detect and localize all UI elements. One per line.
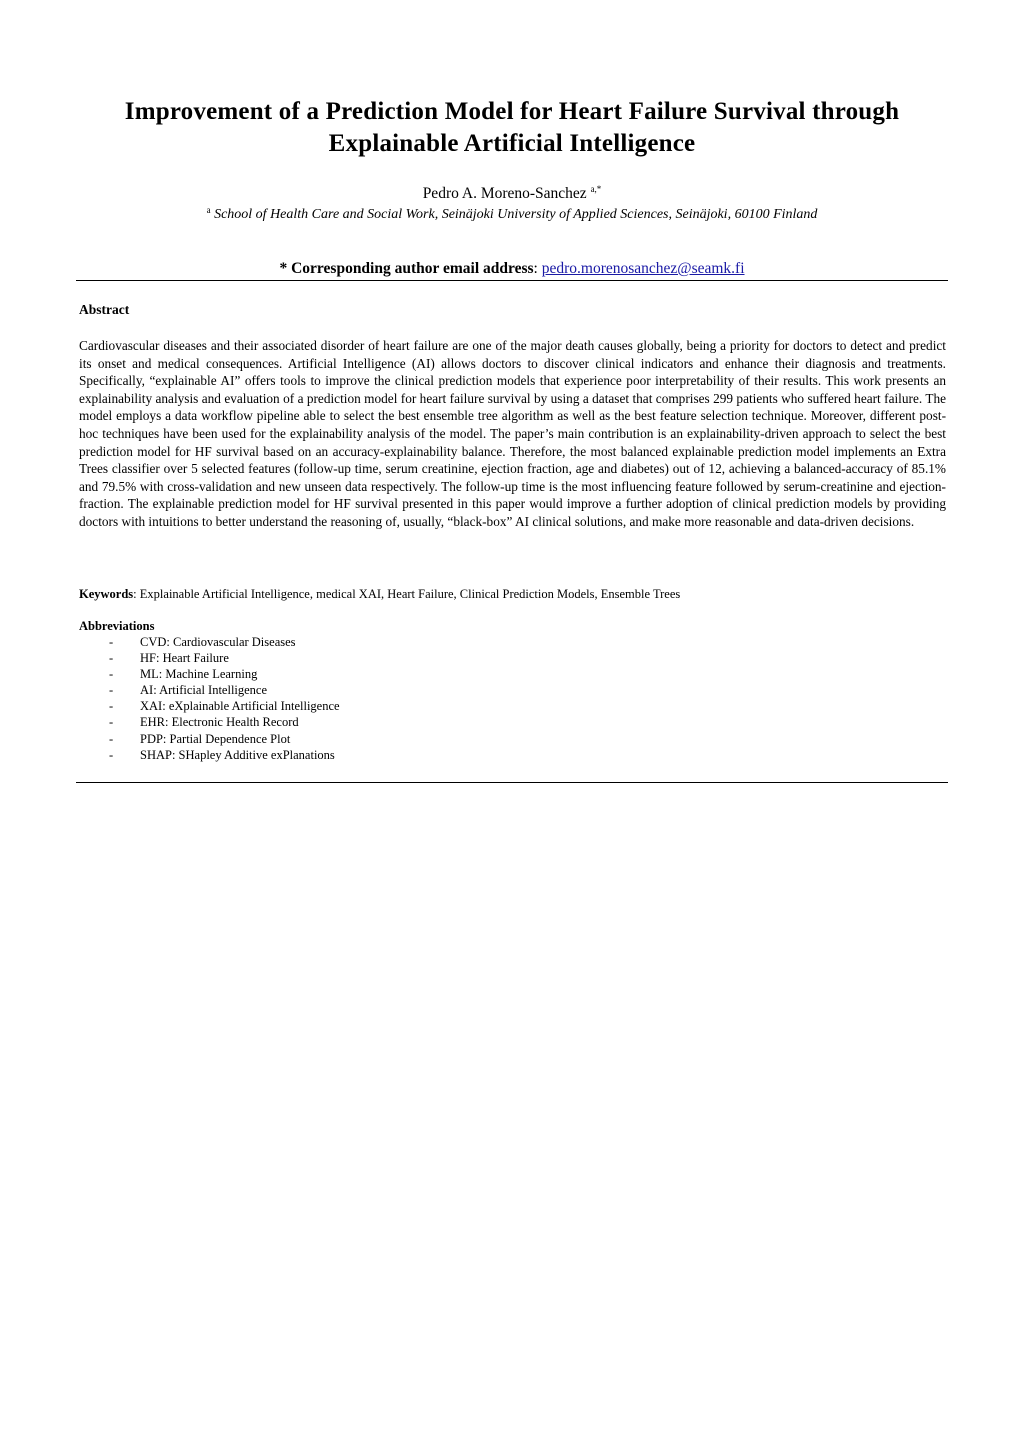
list-item (79, 650, 340, 666)
affiliation-superscript: a (206, 205, 211, 215)
abbreviation-text: AI: Artificial Intelligence (140, 683, 268, 698)
list-item (79, 698, 340, 714)
corresponding-email-link[interactable]: pedro.morenosanchez@seamk.fi (541, 260, 745, 277)
list-dash: - (109, 683, 114, 698)
abbreviation-text: XAI: eXplainable Artificial Intelligence (140, 699, 340, 714)
list-dash: - (109, 731, 114, 746)
keywords-text: Explainable Artificial Intelligence, medical XAI, Heart Failure, Clinical Prediction Models, Ensemble Trees (139, 587, 681, 601)
author-superscript: a,* (590, 184, 602, 194)
list-item (79, 682, 340, 698)
title-line-1: Improvement of a Prediction Model for Heart Failure Survival through (124, 98, 900, 125)
list-item (79, 666, 340, 682)
affiliation-line (0, 201, 1024, 224)
bottom-divider (76, 782, 948, 783)
list-dash: - (109, 667, 114, 682)
abbreviation-text: EHR: Electronic Health Record (140, 715, 299, 730)
list-dash: - (109, 651, 114, 666)
abbreviation-text: ML: Machine Learning (140, 667, 258, 682)
title-line-2: Explainable Artificial Intelligence (328, 130, 696, 157)
paper-title (60, 96, 964, 160)
list-dash: - (109, 699, 114, 714)
corresponding-separator: : (533, 260, 538, 277)
top-divider (76, 280, 948, 281)
corresponding-author (0, 259, 1024, 279)
list-dash: - (109, 747, 114, 762)
abbreviation-text: PDP: Partial Dependence Plot (140, 731, 291, 746)
abbreviation-text: HF: Heart Failure (140, 651, 229, 666)
affiliation-text: School of Health Care and Social Work, Seinäjoki University of Applied Sciences, Seinäjoki, 60100 Finland (214, 207, 818, 222)
abbreviation-text: CVD: Cardiovascular Diseases (140, 635, 296, 649)
abbreviations-list (79, 634, 340, 763)
abbreviation-text: SHAP: SHapley Additive exPlanations (140, 747, 335, 762)
abstract-body: Cardiovascular diseases and their associated disorder of heart failure are one of the major death causes globally, being a priority for doctors to detect and predict its onset and medical consequences. Artificial Intelligence (AI) allows doctors to discover clinical indicators and enhance their diagnosis and treatments. Specifically, “explainable AI” offers tools to improve the clinical prediction models that experience poor interpretability of their results. This work presents an explainability analysis and evaluation of a prediction model for heart failure survival by using a dataset that comprises 299 patients who suffered heart failure. The model employs a data workflow pipeline able to select the best ensemble tree algorithm as well as the best feature selection technique. Moreover, different post-hoc techniques have been used for the explainability analysis of the model. The paper’s main contribution is an explainability-driven approach to select the best prediction model for HF survival based on an accuracy-explainability balance. Therefore, the most balanced explainable prediction model implements an Extra Trees classifier over 5 selected features (follow-up time, serum creatinine, ejection fraction, age and diabetes) out of 12, achieving a balanced-accuracy of 85.1% and 79.5% with cross-validation and new unseen data respectively. The follow-up time is the most influencing feature followed by serum-creatinine and ejection-fraction. The explainable prediction model for HF survival presented in this paper would improve a further adoption of clinical prediction models by providing doctors with intuitions to better understand the reasoning of, usually, “black-box” AI clinical solutions, and make more reasonable and data-driven decisions. (79, 338, 946, 529)
abstract-heading: Abstract (79, 302, 130, 317)
keywords-separator: : (133, 587, 137, 601)
list-dash: - (109, 635, 114, 649)
list-item (79, 714, 340, 730)
list-item (79, 731, 340, 747)
list-item (79, 634, 340, 650)
keywords-label: Keywords (79, 587, 134, 601)
corresponding-label: * Corresponding author email address (279, 260, 534, 277)
author-name: Pedro A. Moreno-Sanchez (422, 185, 587, 202)
list-item (79, 747, 340, 763)
keywords-line (79, 586, 946, 603)
list-dash: - (109, 715, 114, 730)
abbreviations-heading: Abbreviations (79, 619, 155, 633)
